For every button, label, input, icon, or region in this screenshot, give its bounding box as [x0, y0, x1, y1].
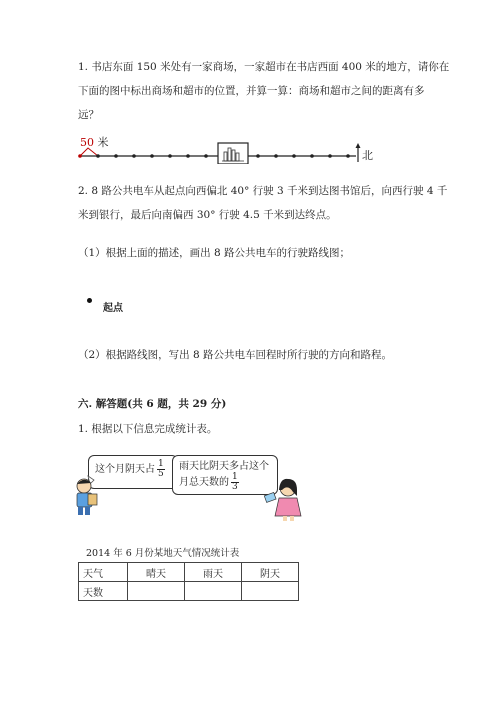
number-line — [78, 140, 378, 164]
q2-line1: 2. 8 路公共电车从起点向西偏北 40° 行驶 3 千米到达图书馆后，向西行驶 4 千 — [78, 185, 448, 197]
q2-sub2: （2）根据路线图，写出 8 路公共电车回程时所行驶的方向和路程。 — [78, 349, 393, 361]
q2-sub1: （1）根据上面的描述，画出 8 路公共电车的行驶路线图； — [78, 247, 351, 259]
scale-number: 50 — [80, 136, 94, 149]
left-bubble-text: 这个月阴天占 — [95, 464, 155, 475]
right-bubble-line2: 月总天数的 — [179, 477, 229, 488]
table-row — [79, 582, 299, 601]
bookstore-icon — [218, 143, 248, 164]
scale-bracket — [80, 148, 98, 156]
q1-line2: 下面的图中标出商场和超市的位置，并算一算：商场和超市之间的距离有多 — [78, 85, 425, 97]
start-point-dot — [87, 298, 92, 303]
section-title: 六. 解答题(共 6 题，共 29 分) — [78, 398, 227, 410]
left-fraction — [157, 460, 165, 479]
right-fraction-den: 3 — [232, 482, 238, 492]
table-cell-sunny-days[interactable] — [128, 582, 185, 601]
table-cell-rainy-days[interactable] — [185, 582, 242, 601]
section-q1-text: 1. 根据以下信息完成统计表。 — [78, 423, 218, 435]
q1-line3: 远？ — [78, 109, 99, 121]
table-cell-cloudy-days[interactable] — [242, 582, 299, 601]
right-fraction-num: 1 — [232, 472, 238, 482]
weather-stats-table — [78, 562, 299, 601]
boy-illustration — [68, 474, 108, 518]
start-point-label: 起点 — [103, 303, 123, 314]
right-bubble-line1: 雨天比阴天多占这个 — [179, 461, 269, 472]
table-header-weather: 天气 — [79, 563, 128, 582]
right-fraction — [231, 473, 239, 492]
table-header-rainy: 雨天 — [185, 563, 242, 582]
q2-line2: 米到银行，最后向南偏西 30° 行驶 4.5 千米到达终点。 — [78, 209, 337, 221]
q1-line1: 1. 书店东面 150 米处有一家商场，一家超市在书店西面 400 米的地方，请你在 — [78, 61, 450, 73]
table-title: 2014 年 6 月份某地天气情况统计表 — [86, 548, 240, 559]
north-label: 北 — [362, 149, 373, 162]
girl-illustration — [262, 476, 306, 522]
left-fraction-den: 5 — [158, 469, 164, 479]
table-header-cloudy: 阴天 — [242, 563, 299, 582]
table-header-sunny: 晴天 — [128, 563, 185, 582]
north-arrow-icon — [356, 143, 361, 162]
left-fraction-num: 1 — [158, 459, 164, 469]
table-header-row — [79, 563, 299, 582]
table-row-label: 天数 — [79, 582, 128, 601]
scale-unit: 米 — [97, 136, 109, 149]
